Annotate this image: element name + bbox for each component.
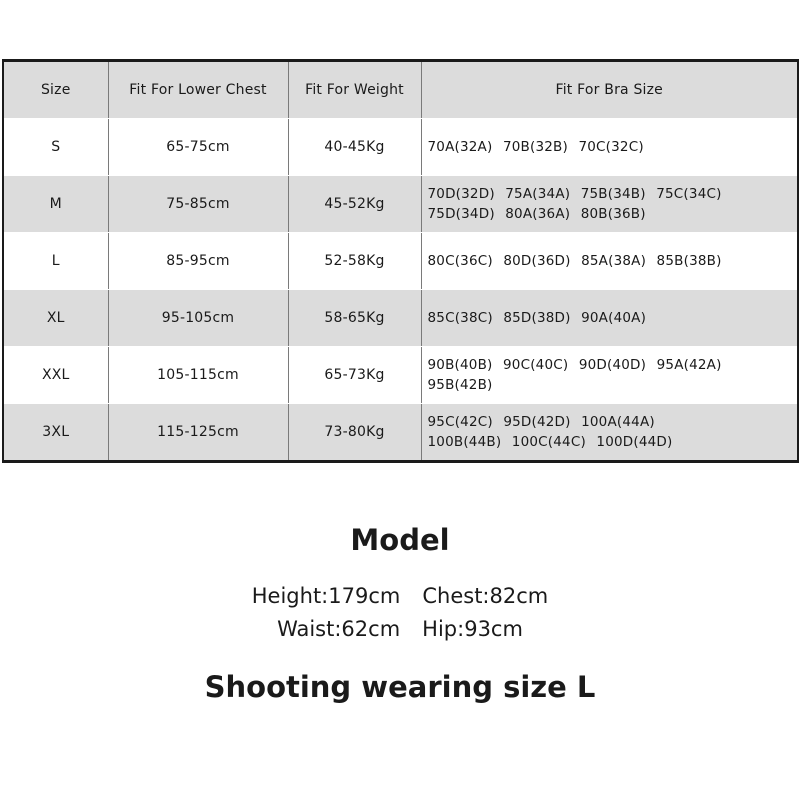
cell-bra-sizes bbox=[421, 347, 798, 404]
cell-bra-sizes bbox=[421, 290, 798, 347]
cell-weight: 73-80Kg bbox=[288, 404, 421, 462]
cell-bra-sizes bbox=[421, 119, 798, 176]
cell-bra-sizes bbox=[421, 233, 798, 290]
table-row bbox=[3, 290, 798, 347]
cell-lower-chest: 105-115cm bbox=[108, 347, 288, 404]
header-bra-size: Fit For Bra Size bbox=[421, 61, 798, 119]
cell-lower-chest: 65-75cm bbox=[108, 119, 288, 176]
cell-lower-chest: 85-95cm bbox=[108, 233, 288, 290]
cell-weight: 52-58Kg bbox=[288, 233, 421, 290]
model-waist: Waist:62cm bbox=[277, 617, 401, 641]
bra-size-line: 90B(40B) 90C(40C) 90D(40D) 95A(42A) bbox=[427, 357, 722, 373]
bra-size-line: 80C(36C) 80D(36D) 85A(38A) 85B(38B) bbox=[427, 253, 722, 269]
table-header-row bbox=[3, 61, 798, 119]
cell-size: L bbox=[3, 233, 108, 290]
shooting-note: Shooting wearing size L bbox=[204, 670, 596, 704]
size-chart-table bbox=[2, 59, 799, 463]
bra-size-line: 70A(32A) 70B(32B) 70C(32C) bbox=[427, 139, 644, 155]
cell-weight: 45-52Kg bbox=[288, 176, 421, 233]
cell-size: 3XL bbox=[3, 404, 108, 462]
cell-lower-chest: 95-105cm bbox=[108, 290, 288, 347]
cell-weight: 40-45Kg bbox=[288, 119, 421, 176]
model-chest: Chest:82cm bbox=[422, 584, 549, 608]
cell-lower-chest: 75-85cm bbox=[108, 176, 288, 233]
cell-bra-sizes bbox=[421, 176, 798, 233]
model-info bbox=[0, 518, 800, 709]
bra-size-line: 70D(32D) 75A(34A) 75B(34B) 75C(34C) bbox=[427, 186, 722, 202]
model-title: Model bbox=[350, 523, 450, 557]
cell-size: M bbox=[3, 176, 108, 233]
cell-weight: 58-65Kg bbox=[288, 290, 421, 347]
header-size: Size bbox=[3, 61, 108, 119]
table-row bbox=[3, 119, 798, 176]
bra-size-line: 100B(44B) 100C(44C) 100D(44D) bbox=[427, 434, 673, 450]
model-line-1 bbox=[0, 580, 800, 613]
table-row bbox=[3, 347, 798, 404]
cell-size: XXL bbox=[3, 347, 108, 404]
model-line-2 bbox=[0, 613, 800, 646]
table-row bbox=[3, 176, 798, 233]
bra-size-line: 95C(42C) 95D(42D) 100A(44A) bbox=[427, 414, 655, 430]
model-measurements bbox=[0, 580, 800, 646]
cell-size: S bbox=[3, 119, 108, 176]
table-row bbox=[3, 233, 798, 290]
cell-weight: 65-73Kg bbox=[288, 347, 421, 404]
bra-size-line: 75D(34D) 80A(36A) 80B(36B) bbox=[427, 206, 646, 222]
cell-bra-sizes bbox=[421, 404, 798, 462]
bra-size-line: 85C(38C) 85D(38D) 90A(40A) bbox=[427, 310, 647, 326]
cell-size: XL bbox=[3, 290, 108, 347]
bra-size-line: 95B(42B) bbox=[427, 377, 493, 393]
cell-lower-chest: 115-125cm bbox=[108, 404, 288, 462]
model-hip: Hip:93cm bbox=[422, 617, 523, 641]
table-row bbox=[3, 404, 798, 462]
header-weight: Fit For Weight bbox=[288, 61, 421, 119]
header-lower-chest: Fit For Lower Chest bbox=[108, 61, 288, 119]
model-height: Height:179cm bbox=[251, 584, 401, 608]
